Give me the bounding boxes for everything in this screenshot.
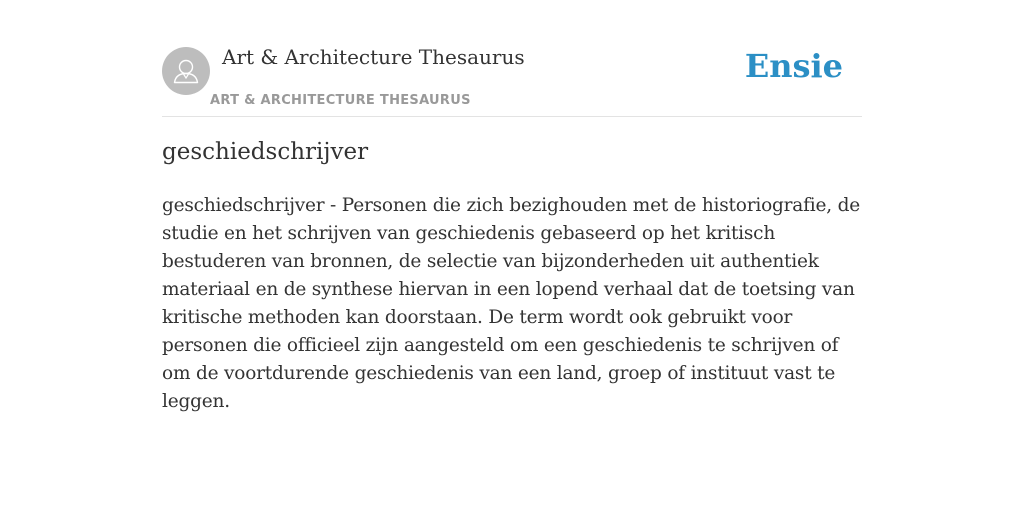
- definition-text: geschiedschrijver - Personen die zich bezighouden met de historiografie, de studie en het schrijven van geschiedenis gebaseerd op het kritisch bestuderen van bronnen, de selectie van bijzonderheden uit authentiek materiaal en de synthese hiervan in een lopend verhaal dat de toetsing van kritische methoden kan doorstaan. De term wordt ook gebruikt voor personen die officieel zijn aangesteld om een geschiedenis te schrijven of om de voortdurende geschiedenis van een land, groep of instituut vast te leggen.: [162, 195, 860, 412]
- entry-header: [162, 0, 862, 117]
- source-title[interactable]: Art & Architecture Thesaurus: [222, 45, 525, 69]
- page-title: geschiedschrijver: [162, 139, 369, 165]
- user-icon: [162, 47, 210, 95]
- avatar[interactable]: [162, 47, 210, 95]
- ensie-logo[interactable]: Ensie: [744, 47, 843, 85]
- entry-card: [162, 0, 862, 412]
- source-subtitle[interactable]: ART & ARCHITECTURE THESAURUS: [210, 93, 471, 108]
